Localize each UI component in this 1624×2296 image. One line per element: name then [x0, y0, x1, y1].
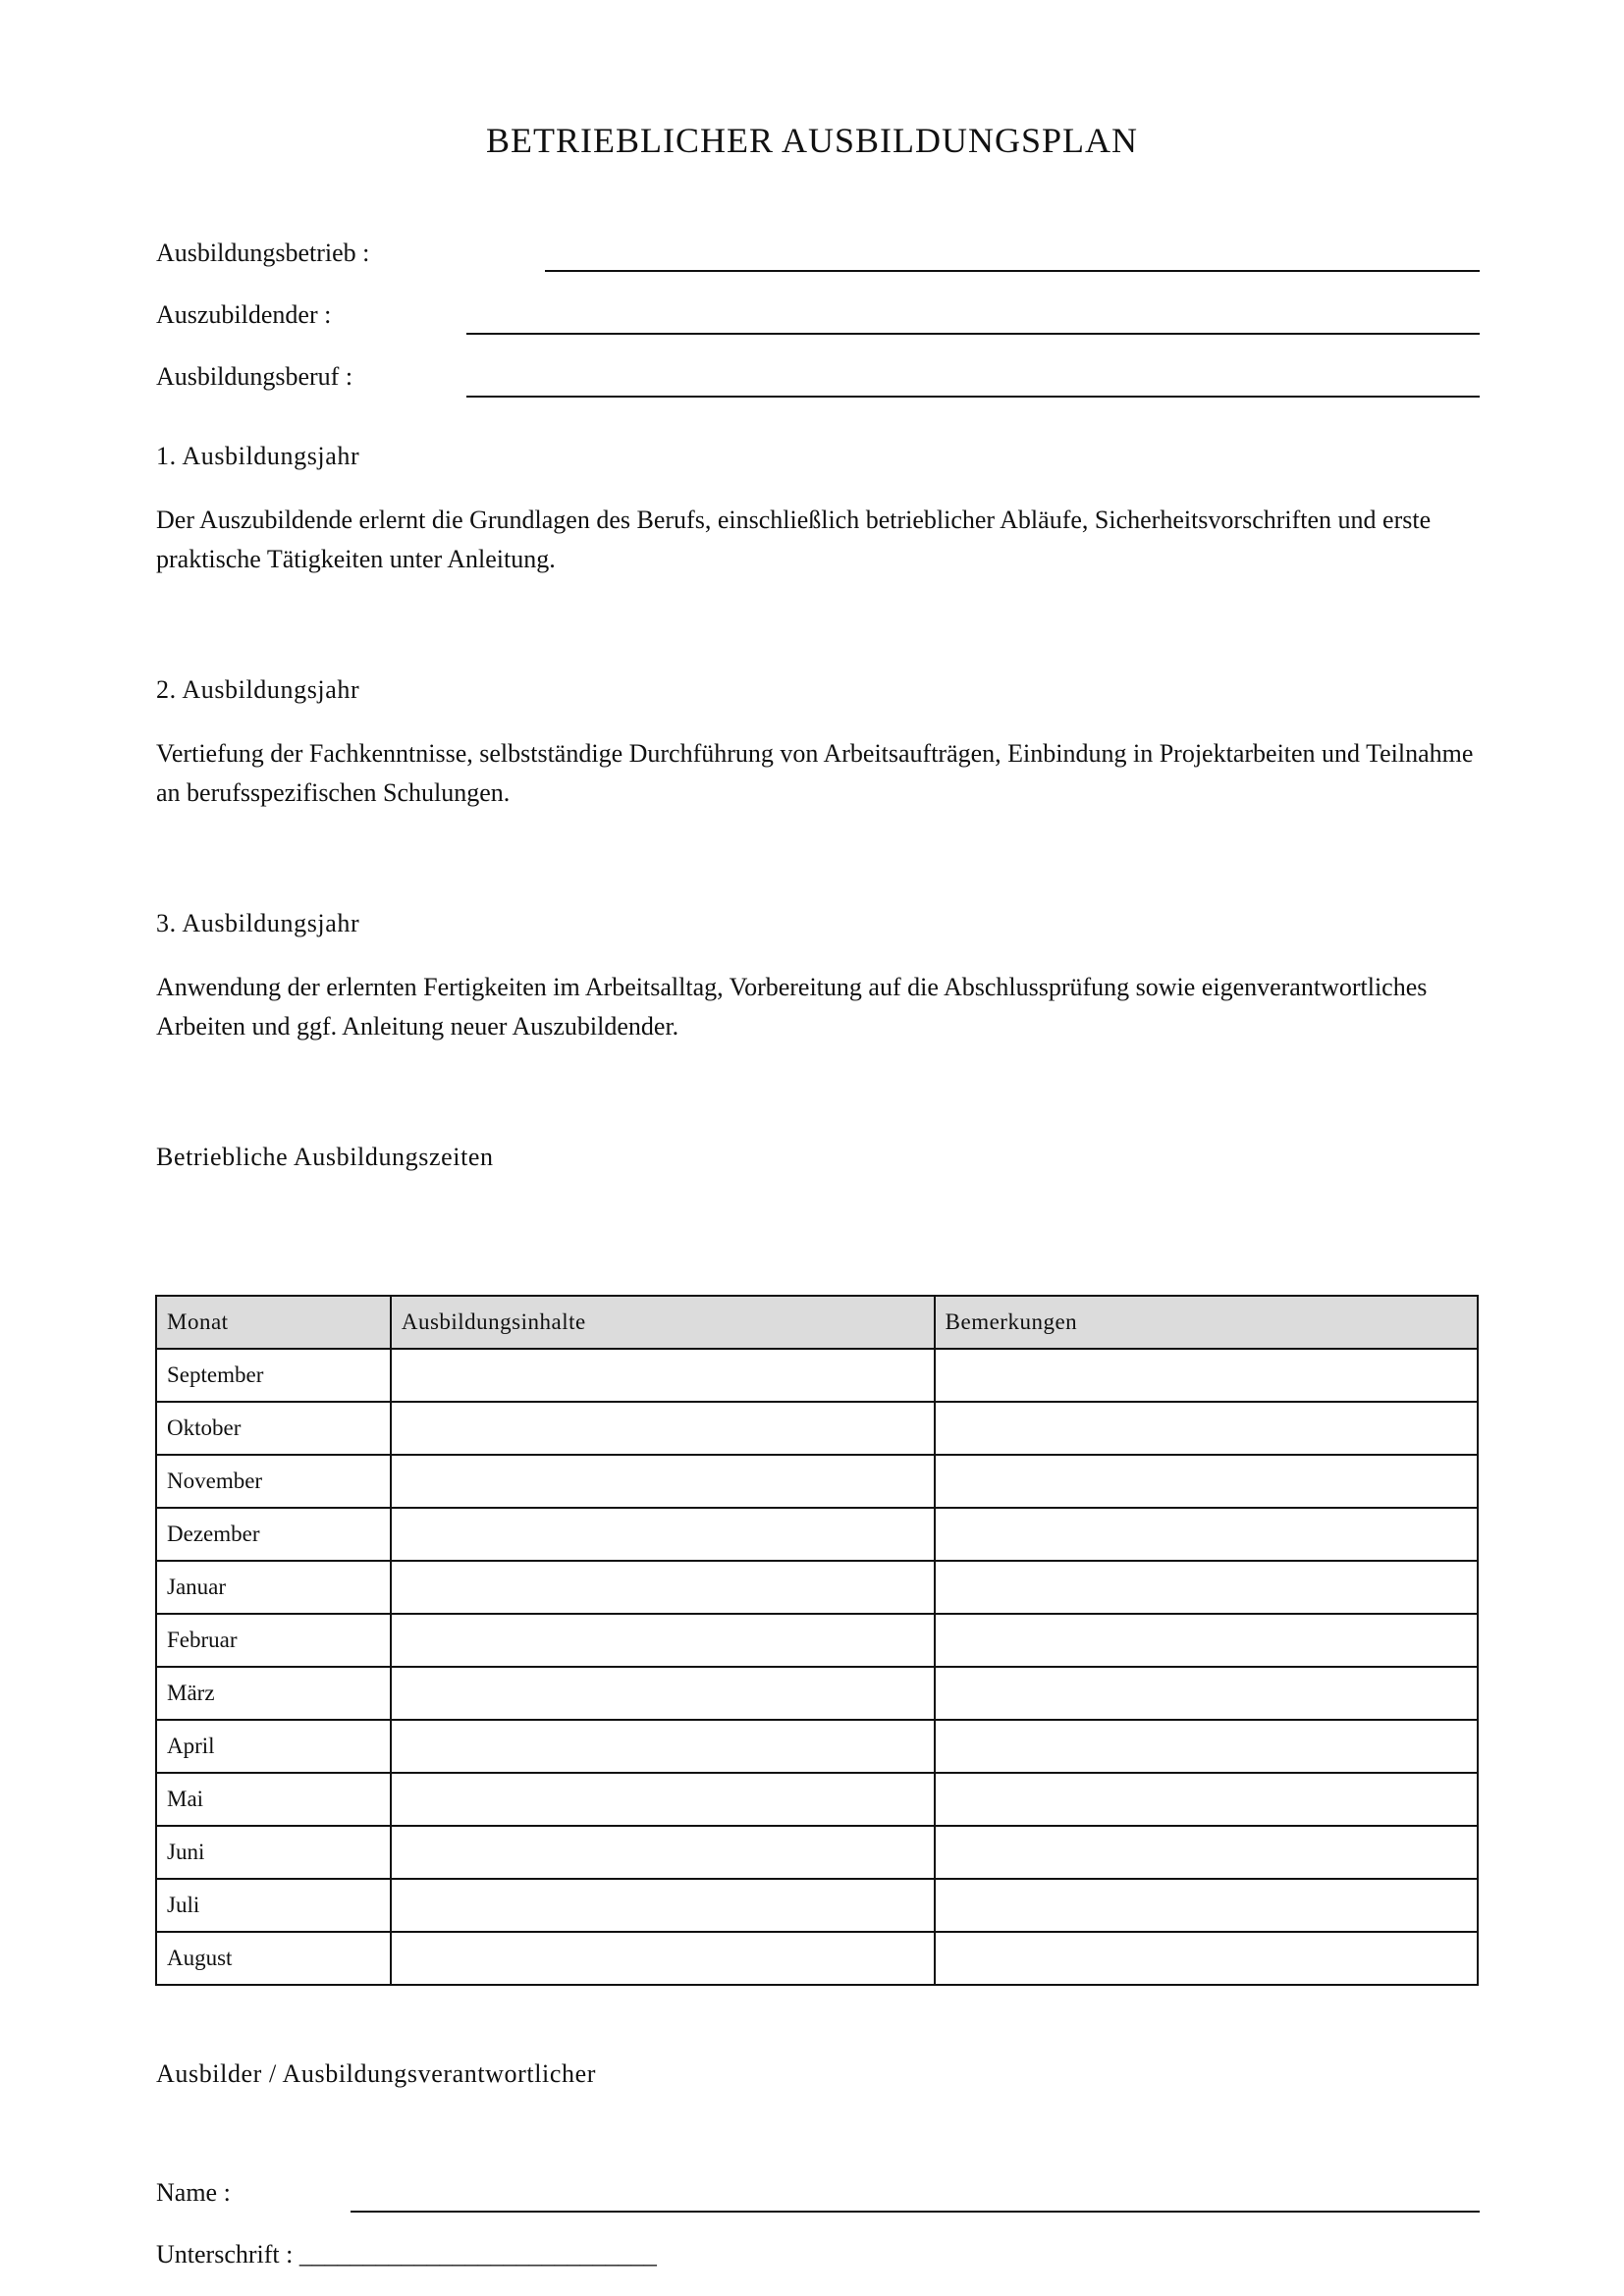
- year-1-heading: 1. Ausbildungsjahr: [156, 442, 360, 470]
- month-cell: Mai: [156, 1773, 391, 1826]
- occupation-input-line[interactable]: [466, 396, 1480, 398]
- notes-cell[interactable]: [935, 1667, 1478, 1720]
- signature-heading: Ausbilder / Ausbildungsverantwortlicher: [156, 2059, 596, 2088]
- notes-cell[interactable]: [935, 1508, 1478, 1561]
- table-row: [156, 1455, 1478, 1508]
- notes-cell[interactable]: [935, 1826, 1478, 1879]
- signature-line[interactable]: Unterschrift : ____________________________: [156, 2240, 657, 2269]
- name-input-line[interactable]: [351, 2211, 1480, 2213]
- notes-cell[interactable]: [935, 1561, 1478, 1614]
- month-cell: Juli: [156, 1879, 391, 1932]
- content-cell[interactable]: [391, 1826, 935, 1879]
- table-row: [156, 1932, 1478, 1985]
- company-input-line[interactable]: [545, 270, 1480, 272]
- table-header-row: [156, 1296, 1478, 1349]
- notes-cell[interactable]: [935, 1720, 1478, 1773]
- month-cell: Februar: [156, 1614, 391, 1667]
- occupation-label: Ausbildungsberuf :: [156, 362, 353, 391]
- column-header-notes: Bemerkungen: [935, 1296, 1478, 1349]
- year-2-text: Vertiefung der Fachkenntnisse, selbstständige Durchführung von Arbeitsaufträgen, Einbindung in Projektarbeiten und Teilnahme an berufsspezifischen Schulungen.: [156, 739, 1474, 807]
- content-cell[interactable]: [391, 1455, 935, 1508]
- table-row: [156, 1667, 1478, 1720]
- column-header-month: Monat: [156, 1296, 391, 1349]
- column-header-content: Ausbildungsinhalte: [391, 1296, 935, 1349]
- schedule-table: [155, 1295, 1479, 1986]
- content-cell[interactable]: [391, 1932, 935, 1985]
- trainee-input-line[interactable]: [466, 333, 1480, 335]
- notes-cell[interactable]: [935, 1455, 1478, 1508]
- notes-cell[interactable]: [935, 1879, 1478, 1932]
- table-row: [156, 1561, 1478, 1614]
- table-row: [156, 1349, 1478, 1402]
- month-cell: Oktober: [156, 1402, 391, 1455]
- content-cell[interactable]: [391, 1879, 935, 1932]
- year-1-text: Der Auszubildende erlernt die Grundlagen des Berufs, einschließlich betrieblicher Abläufe, Sicherheitsvorschriften und erste praktische Tätigkeiten unter Anleitung.: [156, 506, 1432, 573]
- content-cell[interactable]: [391, 1508, 935, 1561]
- month-cell: Dezember: [156, 1508, 391, 1561]
- content-cell[interactable]: [391, 1720, 935, 1773]
- notes-cell[interactable]: [935, 1773, 1478, 1826]
- content-cell[interactable]: [391, 1614, 935, 1667]
- notes-cell[interactable]: [935, 1614, 1478, 1667]
- table-row: [156, 1773, 1478, 1826]
- year-2-heading: 2. Ausbildungsjahr: [156, 675, 360, 704]
- content-cell[interactable]: [391, 1402, 935, 1455]
- document-title: BETRIEBLICHER AUSBILDUNGSPLAN: [485, 121, 1139, 160]
- month-cell: August: [156, 1932, 391, 1985]
- notes-cell[interactable]: [935, 1402, 1478, 1455]
- notes-cell[interactable]: [935, 1932, 1478, 1985]
- content-cell[interactable]: [391, 1561, 935, 1614]
- trainee-label: Auszubildender :: [156, 300, 332, 329]
- table-row: [156, 1614, 1478, 1667]
- content-cell[interactable]: [391, 1667, 935, 1720]
- notes-cell[interactable]: [935, 1349, 1478, 1402]
- month-cell: April: [156, 1720, 391, 1773]
- table-row: [156, 1402, 1478, 1455]
- month-cell: März: [156, 1667, 391, 1720]
- content-cell[interactable]: [391, 1349, 935, 1402]
- table-row: [156, 1879, 1478, 1932]
- content-cell[interactable]: [391, 1773, 935, 1826]
- table-row: [156, 1720, 1478, 1773]
- year-3-heading: 3. Ausbildungsjahr: [156, 909, 360, 937]
- name-label: Name :: [156, 2178, 231, 2207]
- month-cell: November: [156, 1455, 391, 1508]
- month-cell: Juni: [156, 1826, 391, 1879]
- schedule-heading: Betriebliche Ausbildungszeiten: [156, 1143, 494, 1171]
- month-cell: September: [156, 1349, 391, 1402]
- table-row: [156, 1826, 1478, 1879]
- table-row: [156, 1508, 1478, 1561]
- year-3-text: Anwendung der erlernten Fertigkeiten im Arbeitsalltag, Vorbereitung auf die Abschlussprüfung sowie eigenverantwortliches Arbeiten und ggf. Anleitung neuer Auszubildender.: [156, 973, 1428, 1041]
- month-cell: Januar: [156, 1561, 391, 1614]
- company-label: Ausbildungsbetrieb :: [156, 239, 370, 267]
